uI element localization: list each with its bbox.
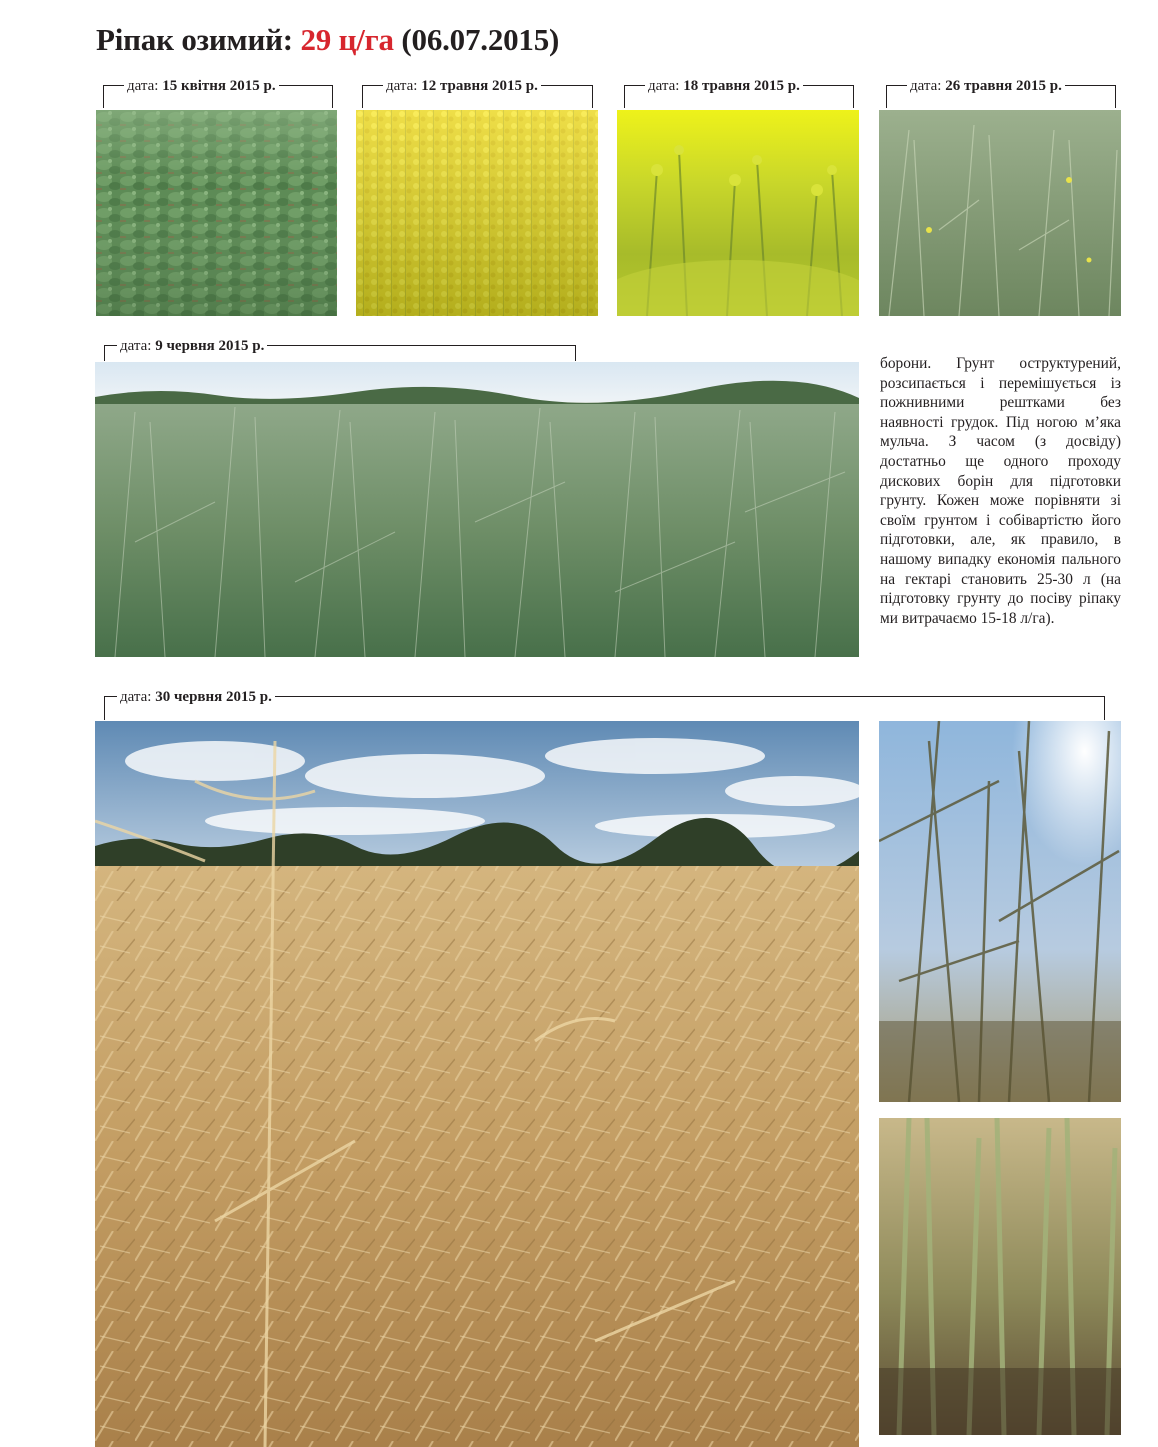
caption-label: дата: bbox=[648, 78, 680, 94]
caption-label: дата: bbox=[386, 78, 418, 94]
article-text: борони. Грунт оструктурений, розсипається і перемішується із пожнивними рештками без наявності грудок. Під ногою м’яка мульча. З часом (з досвіду) достатньо ще одного проходу дискових борін для підготовки грунту. Кожен може порівняти зі своїм грунтом і собівартістю його підготовки, але, як правило, в нашому випадку економія пального на гектарі становить 25-30 л (на підготовку грунту до посіву ріпаку ми витрачаємо 15-18 л/га). bbox=[880, 355, 1121, 627]
caption-date: 15 квітня 2015 р. bbox=[162, 78, 276, 94]
date-caption-may12 bbox=[383, 76, 541, 96]
caption-may18-bracket bbox=[624, 78, 854, 108]
date-caption-jun30 bbox=[117, 687, 275, 707]
caption-date: 26 травня 2015 р. bbox=[945, 78, 1062, 94]
date-caption-may26 bbox=[907, 76, 1065, 96]
caption-label: дата: bbox=[910, 78, 942, 94]
caption-may26-bracket bbox=[886, 78, 1116, 108]
caption-date: 12 травня 2015 р. bbox=[421, 78, 538, 94]
photo-jun30-stems bbox=[879, 1118, 1121, 1435]
photo-jun30-main bbox=[95, 721, 859, 1447]
photo-may12 bbox=[356, 110, 598, 316]
photo-may18 bbox=[617, 110, 859, 316]
photo-apr15 bbox=[96, 110, 337, 316]
caption-label: дата: bbox=[120, 338, 152, 354]
caption-label: дата: bbox=[120, 689, 152, 705]
caption-label: дата: bbox=[127, 78, 159, 94]
caption-may12-bracket bbox=[362, 78, 593, 108]
caption-date: 30 червня 2015 р. bbox=[155, 689, 272, 705]
title-text: Ріпак озимий: bbox=[96, 22, 301, 57]
title-date: (06.07.2015) bbox=[393, 22, 560, 57]
page-title bbox=[96, 18, 559, 62]
caption-apr15-bracket bbox=[103, 78, 333, 108]
photo-may26 bbox=[879, 110, 1121, 316]
date-caption-may18 bbox=[645, 76, 803, 96]
photo-jun30-sky bbox=[879, 721, 1121, 1102]
date-caption-apr15 bbox=[124, 76, 279, 96]
caption-date: 18 травня 2015 р. bbox=[683, 78, 800, 94]
caption-jun9-bracket bbox=[104, 338, 576, 361]
caption-date: 9 червня 2015 р. bbox=[155, 338, 265, 354]
caption-jun30-bracket bbox=[104, 689, 1105, 720]
title-yield: 29 ц/га bbox=[300, 22, 394, 57]
date-caption-jun9 bbox=[117, 336, 267, 356]
photo-jun9 bbox=[95, 362, 859, 657]
